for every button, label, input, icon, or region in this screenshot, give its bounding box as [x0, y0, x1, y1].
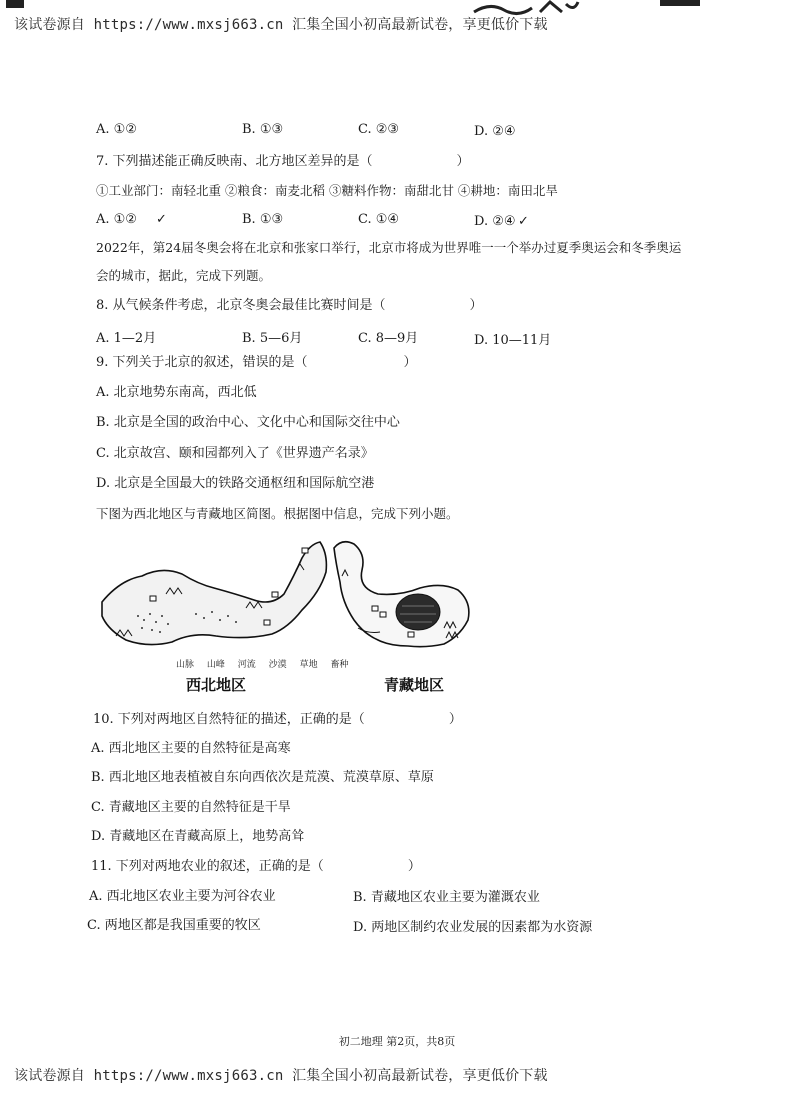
prev-option-c: C. ②③	[358, 122, 400, 137]
intro-map: 下图为西北地区与青藏地区简图。根据图中信息，完成下列小题。	[96, 506, 459, 521]
q9-option-a: A. 北京地势东南高，西北低	[96, 385, 257, 400]
handwritten-check-icon: ✓	[156, 212, 167, 227]
map-legend	[176, 657, 358, 670]
prev-option-a: A. ①②	[96, 122, 137, 137]
q11-option-b: B. 青藏地区农业主要为灌溉农业	[353, 890, 540, 905]
legend-mountain-range: 山脉	[176, 660, 195, 670]
q9-option-c: C. 北京故宫、颐和园都列入了《世界遗产名录》	[96, 446, 374, 461]
q11-close: ）	[407, 859, 421, 874]
q8-option-a: A. 1—2月	[96, 331, 157, 346]
handwritten-check-icon: ✓	[518, 214, 529, 229]
q7-stem-text: 7. 下列描述能正确反映南、北方地区差异的是（	[96, 154, 373, 169]
legend-peak: 山峰	[206, 660, 225, 670]
q10-close: ）	[448, 712, 462, 727]
q9-stem-text: 9. 下列关于北京的叙述，错误的是（	[96, 355, 308, 370]
q8-option-d: D. 10—11月	[474, 333, 552, 348]
prev-option-b: B. ①③	[242, 122, 284, 137]
q8-stem	[96, 298, 483, 314]
q9-option-b: B. 北京是全国的政治中心、文化中心和国际交往中心	[96, 415, 400, 430]
grassland-area	[396, 594, 440, 630]
q11-option-d: D. 两地区制约农业发展的因素都为水资源	[353, 920, 593, 935]
q11-stem-text: 11. 下列对两地农业的叙述，正确的是（	[91, 859, 324, 874]
q10-stem-text: 10. 下列对两地区自然特征的描述，正确的是（	[93, 712, 365, 727]
q7-option-c: C. ①④	[358, 212, 400, 227]
q10-option-b: B. 西北地区地表植被自东向西依次是荒漠、荒漠草原、草原	[91, 770, 434, 785]
intro-beijing-line-1: 2022年，第24届冬奥会将在北京和张家口举行，北京市将成为世界唯一一个举办过夏季奥运会和冬季奥运	[96, 240, 682, 255]
q8-option-c: C. 8—9月	[358, 331, 419, 346]
q7-option-b: B. ①③	[242, 212, 284, 227]
q11-stem	[91, 859, 421, 875]
prev-option-d: D. ②④	[474, 124, 516, 139]
watermark-top: 该试卷源自 https://www.mxsj663.cn 汇集全国小初高最新试卷，享更低价下载	[14, 17, 548, 33]
q10-option-c: C. 青藏地区主要的自然特征是干旱	[91, 800, 291, 815]
q10-stem	[93, 712, 462, 728]
legend-desert: 沙漠	[268, 660, 287, 670]
q7-close: ）	[456, 154, 470, 169]
q7-stem	[96, 154, 470, 170]
q7-option-a: A. ①②	[96, 212, 137, 227]
q7-items: ①工业部门：南轻北重 ②粮食：南麦北稻 ③糖料作物：南甜北甘 ④耕地：南田北旱	[96, 183, 558, 198]
intro-beijing-line-2: 会的城市，据此，完成下列题。	[96, 268, 272, 283]
scan-artifact	[6, 0, 24, 8]
watermark-bottom: 该试卷源自 https://www.mxsj663.cn 汇集全国小初高最新试卷，享更低价下载	[14, 1068, 548, 1084]
q7-option-d: D. ②④	[474, 214, 516, 229]
q8-close: ）	[469, 298, 483, 313]
northwest-region-outline	[102, 542, 326, 645]
qinghai-tibet-region-outline	[334, 542, 469, 647]
page-footer: 初二地理 第2页，共8页	[338, 1035, 456, 1048]
q8-stem-text: 8. 从气候条件考虑，北京冬奥会最佳比赛时间是（	[96, 298, 386, 313]
map-caption-qinghai-tibet: 青藏地区	[384, 676, 445, 694]
legend-grassland: 草地	[299, 660, 318, 670]
legend-livestock: 畜种	[330, 660, 349, 670]
q11-option-c: C. 两地区都是我国重要的牧区	[87, 918, 261, 933]
q10-option-d: D. 青藏地区在青藏高原上，地势高耸	[91, 829, 305, 844]
scan-artifact	[660, 0, 700, 6]
q9-option-d: D. 北京是全国最大的铁路交通枢纽和国际航空港	[96, 476, 375, 491]
q8-option-b: B. 5—6月	[242, 331, 303, 346]
legend-river: 河流	[237, 660, 256, 670]
q9-stem	[96, 355, 417, 371]
q9-close: ）	[403, 355, 417, 370]
map-caption-northwest: 西北地区	[186, 676, 247, 694]
q10-option-a: A. 西北地区主要的自然特征是高寒	[91, 741, 291, 756]
region-map-figure	[96, 536, 486, 696]
q11-option-a: A. 西北地区农业主要为河谷农业	[89, 889, 276, 904]
